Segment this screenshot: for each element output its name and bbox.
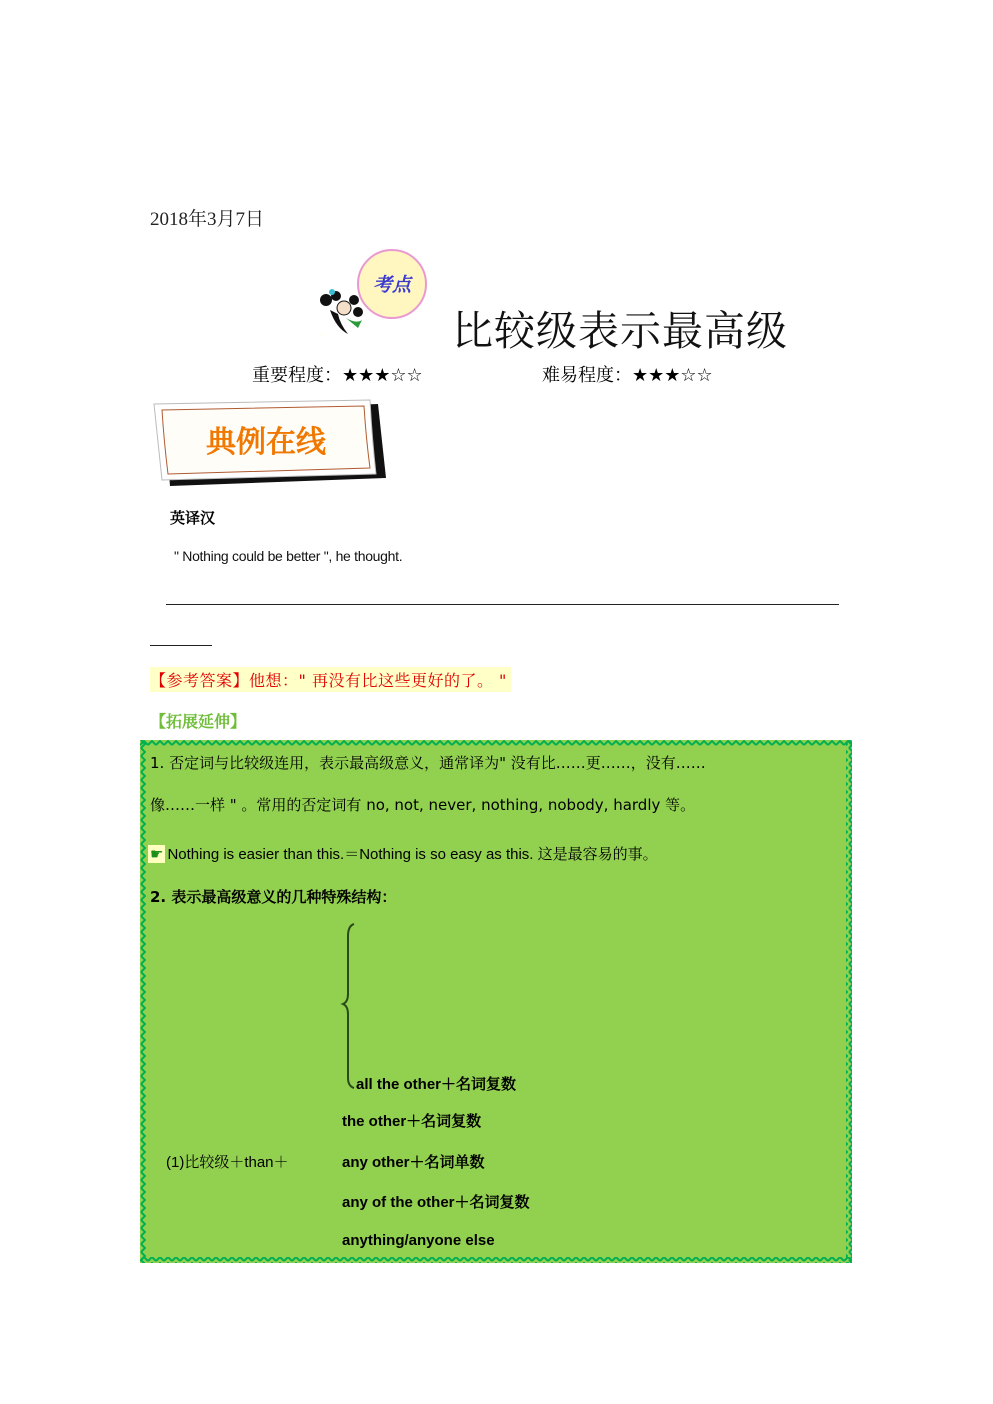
structure-option-2: the other＋名词复数: [342, 1113, 482, 1130]
importance-stars: ★★★☆☆: [342, 365, 423, 386]
structure-option-3: any other＋名词单数: [342, 1154, 485, 1171]
banner-text: 典例在线: [206, 425, 326, 460]
example-question: " Nothing could be better ", he thought.: [174, 548, 403, 564]
structure-lead: (1)比较级＋than＋: [166, 1154, 289, 1171]
reference-answer: [150, 667, 511, 692]
document-date: 2018年3月7日: [150, 209, 265, 230]
cartoon-mouse-icon: [300, 248, 430, 343]
structure-option-4: any of the other＋名词复数: [342, 1194, 530, 1211]
svg-text:考点: 考点: [372, 274, 412, 296]
reference-answer-text: 他想：" 再没有比这些更好的了。 ": [249, 671, 507, 690]
answer-blank-line: [166, 604, 839, 605]
importance-label: 重要程度：: [252, 365, 342, 386]
difficulty-label: 难易程度：: [542, 365, 632, 386]
reference-answer-label: 【参考答案】: [150, 671, 250, 690]
point-2-heading: 2. 表示最高级意义的几种特殊结构：: [150, 888, 397, 906]
example-sentence-row: [148, 843, 658, 864]
example-online-banner: [148, 398, 393, 493]
difficulty-rating: [542, 361, 713, 387]
structure-option-1: all the other＋名词复数: [356, 1076, 517, 1093]
section-label-translation: 英译汉: [170, 509, 216, 527]
extension-label: 【拓展延伸】: [150, 712, 247, 731]
point-1-line-1: 1. 否定词与比较级连用，表示最高级意义，通常译为" 没有比……更……，没有……: [150, 754, 706, 772]
example-sentence: Nothing is easier than this.＝Nothing is so easy as this. 这是最容易的事。: [167, 846, 658, 863]
difficulty-stars: ★★★☆☆: [632, 365, 713, 386]
kaodian-logo: [300, 248, 430, 343]
pointing-hand-icon: ☛: [150, 845, 164, 863]
page-title: 比较级表示最高级: [452, 307, 788, 355]
short-divider: [150, 645, 212, 646]
structure-option-5: anything/anyone else: [342, 1232, 495, 1249]
point-1-line-2: 像……一样 " 。常用的否定词有 no, not, never, nothing, nobody, hardly 等。: [150, 796, 696, 814]
importance-rating: [252, 361, 423, 387]
extension-box: [140, 740, 852, 1263]
curly-brace-icon: [340, 922, 360, 1092]
